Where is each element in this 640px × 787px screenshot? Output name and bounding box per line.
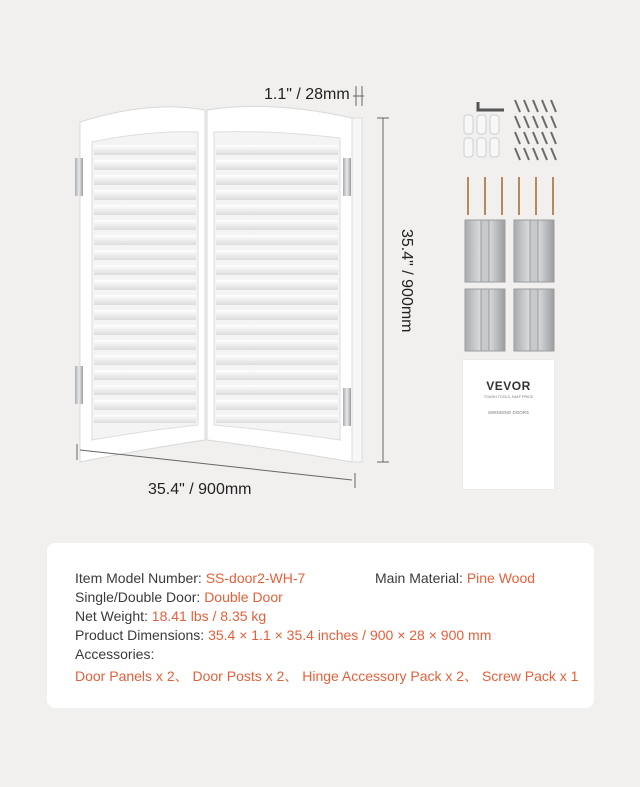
leaflet-tagline: TOUGH TOOLS, HALF PRICE	[483, 395, 534, 399]
thickness-label: 1.1" / 28mm	[264, 86, 350, 103]
material-row	[375, 570, 535, 586]
model-value: SS-door2-WH-7	[205, 570, 306, 586]
weight-label: Net Weight:	[75, 608, 152, 624]
wall-anchors-icon	[464, 115, 499, 157]
model-label: Item Model Number:	[75, 570, 206, 586]
door-type-label: Single/Double Door:	[75, 589, 205, 605]
allen-key-icon	[478, 102, 504, 110]
hinge-top-left	[75, 158, 83, 196]
height-label: 35.4" / 900mm	[398, 229, 415, 333]
accessory-item: Door Panels x 2、	[75, 668, 189, 684]
spec-card	[47, 543, 594, 708]
spring-hinges-icon	[465, 220, 554, 351]
long-screws-icon	[468, 177, 553, 215]
dimensions-label: Product Dimensions:	[75, 627, 209, 643]
dimensions-value: 35.4 × 1.1 × 35.4 inches / 900 × 28 × 900 mm	[208, 627, 492, 643]
accessory-item: Door Posts x 2、	[192, 668, 299, 684]
weight-value: 18.41 lbs / 8.35 kg	[151, 608, 267, 624]
material-value: Pine Wood	[466, 570, 536, 586]
accessory-item: Hinge Accessory Pack x 2、	[302, 668, 479, 684]
door-type-value: Double Door	[204, 589, 283, 605]
instruction-leaflet	[463, 360, 554, 489]
right-door-panel	[207, 106, 362, 462]
hinge-bottom-right	[343, 388, 351, 426]
model-row	[75, 570, 305, 586]
door-type-row	[75, 589, 283, 605]
hinge-top-right	[343, 158, 351, 196]
weight-row	[75, 608, 266, 624]
accessories-list	[75, 666, 578, 686]
width-label: 35.4" / 900mm	[148, 481, 252, 498]
accessories-label: Accessories:	[75, 646, 155, 662]
leaflet-brand: VEVOR	[486, 379, 531, 393]
hinge-bottom-left	[75, 366, 83, 404]
small-screws-icon	[515, 100, 556, 160]
leaflet-title: SWINGING DOORS	[487, 410, 529, 415]
dimensions-row	[75, 627, 491, 643]
left-door-panel	[75, 107, 205, 462]
accessory-item: Screw Pack x 1	[481, 668, 579, 684]
material-label: Main Material:	[375, 570, 467, 586]
